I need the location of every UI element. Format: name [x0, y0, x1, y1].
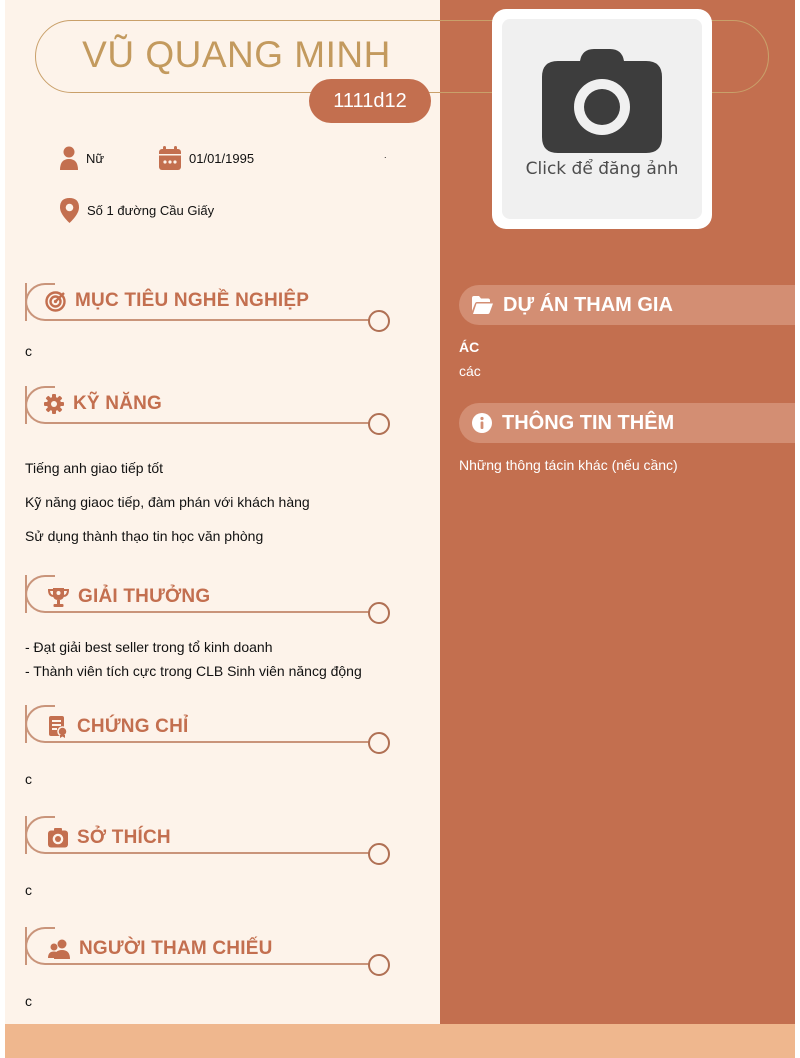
award-item[interactable]: - Đạt giải best seller trong tổ kinh doanh: [25, 639, 273, 655]
more-info-text[interactable]: Những thông tácin khác (nếu cầnc): [459, 457, 678, 473]
gear-icon: [44, 394, 64, 414]
section-title-skills: [44, 393, 162, 415]
section-title-career-goal: [45, 290, 309, 312]
project-text[interactable]: các: [459, 363, 481, 379]
section-marker: [368, 413, 390, 435]
address-row: [60, 198, 214, 223]
candidate-name[interactable]: VŨ QUANG MINH: [82, 34, 391, 75]
project-heading[interactable]: ÁC: [459, 339, 480, 355]
section-title-text[interactable]: SỞ THÍCH: [77, 827, 171, 848]
section-header-more-info: [459, 403, 795, 443]
section-title-awards: [48, 586, 210, 608]
birthday-row: [159, 146, 254, 170]
section-title-text[interactable]: GIẢI THƯỞNG: [78, 586, 211, 607]
section-marker: [368, 843, 390, 865]
award-item[interactable]: - Thành viên tích cực trong CLB Sinh viên năncg động: [25, 663, 362, 679]
section-title-text[interactable]: NGƯỜI THAM CHIẾU: [79, 938, 273, 959]
section-title-hobbies: [48, 827, 171, 849]
folder-open-icon: [472, 296, 493, 314]
users-icon: [48, 939, 70, 959]
certificate-icon: [48, 716, 68, 738]
section-title-certificates: [48, 716, 189, 738]
extra-info-text: .: [384, 150, 387, 160]
info-icon: [472, 413, 492, 433]
user-icon: [60, 146, 78, 170]
camera-icon: [542, 49, 662, 153]
photo-placeholder[interactable]: [502, 19, 702, 219]
section-title-references: [48, 938, 273, 960]
birthday-value[interactable]: 01/01/1995: [189, 150, 255, 166]
certificate-text[interactable]: c: [25, 771, 32, 787]
references-text[interactable]: c: [25, 993, 32, 1009]
section-header-projects: [459, 285, 795, 325]
section-title-text[interactable]: MỤC TIÊU NGHỀ NGHIỆP: [75, 290, 310, 311]
section-title-text[interactable]: KỸ NĂNG: [73, 393, 163, 414]
section-title-text[interactable]: THÔNG TIN THÊM: [502, 411, 675, 434]
photo-upload-card[interactable]: [492, 9, 712, 229]
section-title-text[interactable]: DỰ ÁN THAM GIA: [503, 293, 673, 316]
gender-value[interactable]: Nữ: [86, 150, 105, 166]
footer-band: [5, 1024, 795, 1058]
skill-item[interactable]: Sử dụng thành thạo tin học văn phòng: [25, 528, 264, 544]
trophy-icon: [48, 587, 69, 608]
skill-item[interactable]: Tiếng anh giao tiếp tốt: [25, 460, 164, 476]
section-marker: [368, 602, 390, 624]
extra-info[interactable]: [384, 150, 387, 160]
hobbies-text[interactable]: c: [25, 882, 32, 898]
gender-row: [60, 146, 104, 170]
address-value[interactable]: Số 1 đường Cầu Giấy: [87, 203, 215, 218]
target-icon: [45, 291, 66, 312]
section-marker: [368, 310, 390, 332]
camera-small-icon: [48, 828, 68, 848]
section-title-text[interactable]: CHỨNG CHỈ: [77, 716, 189, 737]
skill-item[interactable]: Kỹ năng giaoc tiếp, đàm phán với khách hàng: [25, 494, 310, 510]
location-pin-icon: [60, 198, 79, 223]
career-goal-text[interactable]: c: [25, 343, 32, 359]
photo-caption: Click để đăng ảnh: [525, 159, 679, 179]
section-marker: [368, 954, 390, 976]
calendar-icon: [159, 146, 181, 170]
section-marker: [368, 732, 390, 754]
candidate-code[interactable]: 1111d12: [309, 79, 431, 123]
